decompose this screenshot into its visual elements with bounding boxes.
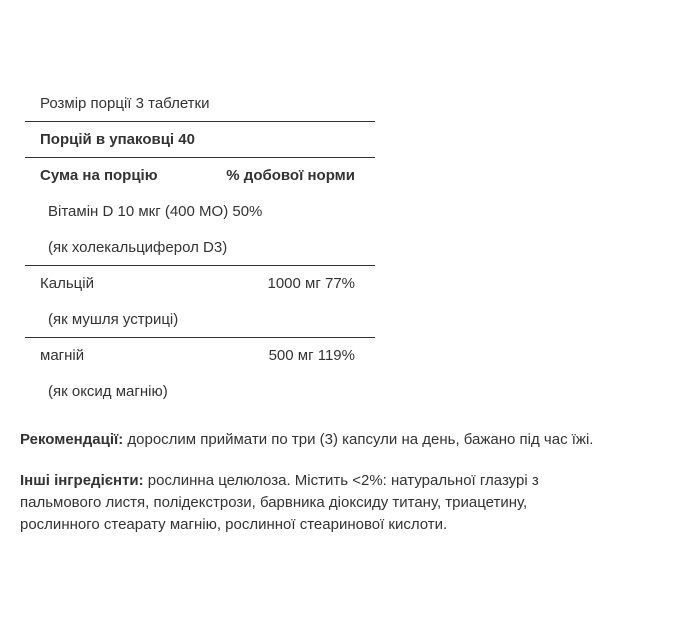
amount-per-serving-heading: Сума на порцію (40, 167, 158, 184)
calcium-source-row (25, 302, 375, 338)
magnesium-row (25, 338, 375, 374)
calcium-row (25, 266, 375, 302)
calcium-name: Кальцій (40, 275, 94, 292)
recommendations-label: Рекомендації: (20, 431, 124, 448)
recommendations-paragraph (20, 429, 670, 451)
daily-value-heading: % добової норми (226, 167, 355, 184)
serving-size-row (25, 86, 375, 122)
other-ingredients-line-3: рослинного стеарату магнію, рослинної стеаринової кислоти. (20, 516, 448, 533)
magnesium-source-row (25, 374, 375, 410)
calcium-source: (як мушля устриці) (48, 310, 179, 328)
other-ingredients-paragraph (20, 470, 670, 536)
magnesium-source: (як оксид магнію) (48, 383, 168, 400)
vitamin-d-row (25, 194, 375, 230)
other-ingredients-line-1: рослинна целюлоза. Містить <2%: натуральної глазурі з (143, 472, 539, 489)
other-ingredients-line-2: пальмового листя, полідекстрози, барвника діоксиду титану, триацетину, (20, 494, 528, 511)
serving-size: Розмір порції 3 таблетки (40, 94, 210, 112)
magnesium-value: 500 мг 119% (268, 347, 355, 364)
vitamin-d-source-row (25, 230, 375, 266)
calcium-value: 1000 мг 77% (267, 275, 355, 292)
recommendations-text: дорослим приймати по три (3) капсули на день, бажано під час їжі. (123, 431, 594, 448)
servings-per-container-row (25, 122, 375, 158)
servings-per-container: Порцій в упаковці 40 (40, 130, 195, 148)
vitamin-d-source: (як холекальциферол D3) (48, 238, 228, 256)
vitamin-d-name: Вітамін D 10 мкг (400 МО) 50% (48, 203, 263, 220)
header-row (25, 158, 375, 194)
supplement-facts-table (25, 86, 375, 410)
other-ingredients-label: Інші інгредієнти: (20, 472, 144, 489)
magnesium-name: магній (40, 347, 85, 364)
